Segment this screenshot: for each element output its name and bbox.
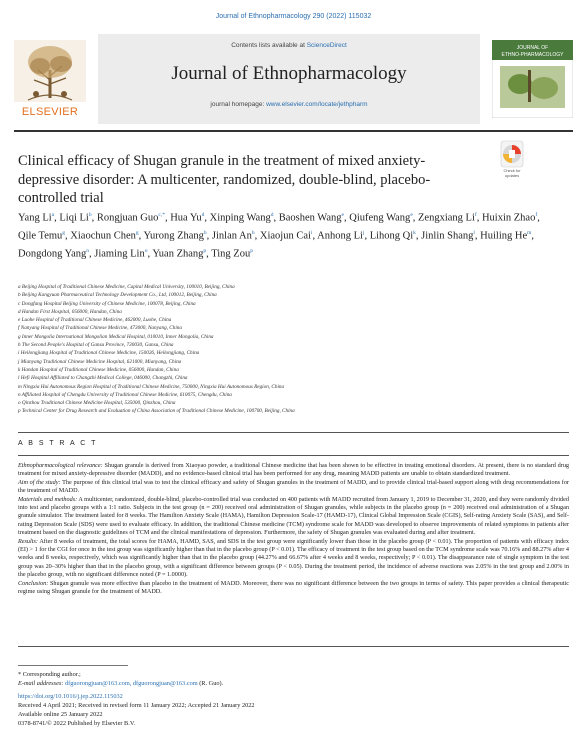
author-affiliation-marker[interactable]: j [362, 230, 365, 236]
author-affiliation-marker[interactable]: k [413, 230, 416, 236]
elsevier-tree-icon [14, 40, 86, 102]
affiliation-item: d Handan First Hospital, 056000, Handan, China [18, 308, 122, 315]
affiliation-item: c Dongfang Hospital Beijing University of Chinese Medicine, 100078, Beijing, China [18, 300, 196, 307]
affiliation-item: i Heilongjiang Hospital of Traditional Chinese Medicine, 150026, Heilongjiang, China [18, 350, 200, 357]
abstract-section-label: Materials and methods: [18, 495, 78, 503]
crossmark-icon [497, 140, 527, 180]
affiliation-item: k Handan Hospital of Traditional Chinese Medicine, 056000, Handan, China [18, 366, 179, 373]
received-dates: Received 4 April 2021; Received in revised form 11 January 2022; Accepted 21 January 2022 [18, 702, 255, 709]
author-separator: , [415, 230, 422, 242]
elsevier-wordmark: ELSEVIER [21, 106, 79, 118]
author-separator: , [312, 230, 318, 242]
abstract-section-label: Conclusion: [18, 579, 49, 587]
journal-cover-icon [492, 40, 573, 118]
abstract-heading-rule [18, 455, 569, 456]
author-name[interactable]: Anhong Li [317, 230, 363, 242]
affiliation-item: a Beijing Hospital of Traditional Chinese Medicine, Capital Medical University, 100010, Beijing, China [18, 284, 235, 290]
author-separator: , [206, 230, 212, 242]
elsevier-logo[interactable] [14, 40, 86, 118]
homepage-prefix: journal homepage: [210, 101, 267, 108]
doi-link[interactable]: https://doi.org/10.1016/j.jep.2022.115032 [18, 693, 123, 700]
author-affiliation-marker[interactable]: e [341, 212, 344, 218]
author-affiliation-marker[interactable]: m [527, 230, 532, 236]
journal-masthead [98, 34, 480, 124]
author-separator: , [206, 248, 212, 260]
affiliation-item: g Inner Mongolia International Mongolian Medical Hospital, 010010, Inner Mongolia, China [18, 333, 214, 340]
author-name[interactable]: Rongjuan Guo [96, 212, 159, 224]
author-separator: , [54, 212, 60, 224]
abstract-section-text: The purpose of this clinical trial was to test the clinical efficacy and safety of Shugan granules in the treatment of MADD, and to provide clinical trial-based support along with drug recommendations for the treatment of MADD. [18, 478, 569, 495]
author-name[interactable]: Xiaochun Chen [70, 230, 136, 242]
author-affiliation-marker[interactable]: a [51, 212, 55, 218]
author-affiliation-marker[interactable]: i [310, 230, 313, 236]
email-line [18, 679, 569, 688]
svg-text:updates: updates [504, 173, 520, 178]
abstract-top-rule [18, 432, 569, 433]
affiliation-item: j Mianyang Traditional Chinese Medicine Hospital, 621000, Mianyang, China [18, 358, 182, 365]
author-name[interactable]: Baoshen Wang [278, 212, 342, 224]
author-name[interactable]: Huixin Zhao [481, 212, 536, 224]
author-name[interactable]: Xiaojun Cai [259, 230, 311, 242]
author-affiliation-marker[interactable]: p [203, 248, 207, 254]
author-name[interactable]: Yuan Zhang [152, 248, 204, 260]
author-name[interactable]: Huiling He [480, 230, 528, 242]
author-separator: , [474, 230, 481, 242]
author-separator: , [164, 212, 171, 224]
author-affiliation-marker[interactable]: g [62, 230, 66, 236]
author-name[interactable]: Jinlin Shang [421, 230, 474, 242]
corresponding-author-note: * Corresponding author.; [18, 671, 81, 678]
author-separator: , [476, 212, 482, 224]
author-name[interactable]: Liqi Li [59, 212, 89, 224]
author-name[interactable]: Yurong Zhang [143, 230, 204, 242]
author-separator: , [273, 212, 279, 224]
journal-reference-link[interactable]: Journal of Ethnopharmacology 290 (2022) 115032 [215, 13, 372, 20]
author-separator: , [91, 212, 97, 224]
affiliation-item: b Beijing Kangyuan Pharmaceutical Technology Development Co., Ltd, 100012, Beijing, China [18, 292, 217, 299]
abstract-section-text: Shugan granule was more effective than placebo in the treatment of MADD. Moreover, there was no significant difference between the two groups in terms of safety. This paper provides a clinical therapeutic regime using Shugan granule for the treatment of MADD. [18, 579, 569, 596]
contents-prefix: Contents lists available at [231, 42, 307, 49]
author-separator: , [138, 230, 144, 242]
author-affiliation-marker[interactable]: p [250, 248, 253, 254]
author-affiliation-marker[interactable]: b [88, 212, 92, 218]
author-affiliation-marker[interactable]: l [473, 230, 475, 236]
author-separator: , [537, 212, 540, 224]
author-separator: , [343, 212, 350, 224]
author-separator: , [147, 248, 153, 260]
author-separator: , [204, 212, 210, 224]
author-name[interactable]: Ting Zou [211, 248, 251, 260]
affiliation-item: m Ningxia Hui Autonomous Region Hospital of Traditional Chinese Medicine, 750000, Ningxia Hui Autonomous Region, China [18, 383, 285, 390]
email-suffix: (R. Guo). [197, 680, 224, 687]
author-name[interactable]: Dongdong Yang [18, 248, 87, 260]
article-title: Clinical efficacy of Shugan granule in the treatment of mixed anxiety-depressive disorder: A multicenter, randomized, double-blind, placebo-controlled trial [18, 153, 431, 206]
available-online-date: Available online 25 January 2022 [18, 711, 103, 718]
author-affiliation-marker[interactable]: d [201, 212, 205, 218]
author-name[interactable]: Yang Li [18, 212, 52, 224]
check-for-updates-badge[interactable] [497, 140, 527, 180]
author-affiliation-marker[interactable]: h [251, 230, 255, 236]
journal-cover-image [492, 40, 573, 118]
abstract-paragraph [18, 462, 569, 479]
abstract-section-label: Aim of the study: [18, 478, 61, 486]
abstract-bottom-rule [18, 646, 569, 647]
author-separator: , [412, 212, 419, 224]
sciencedirect-link[interactable]: ScienceDirect [306, 42, 347, 49]
affiliation-item: n Affiliated Hospital of Chengdu University of Traditional Chinese Medicine, 610075, Chengdu, China [18, 391, 232, 398]
author-affiliation-marker[interactable]: o [144, 248, 148, 254]
author-affiliation-marker[interactable]: c,* [158, 212, 165, 218]
author-list [18, 208, 558, 262]
abstract-section-text: A multicenter, randomized, double-blind, placebo-controlled trial was conducted on 400 patients with MADD recruited from January 1, 2019 to December 31, 2020, and they were randomly divided into test and placebo groups with a 1:1 ratio. Subjects in the test group (n = 200) received oral administration of Shugan granules, while subjects in the placebo group (n = 200) received oral administration of a Shugan granule simulator. The treatment lasted for 8 weeks. The Hamilton Anxiety Scale (HAMA), Hamilton Depression Scale-17 (HAMD-17), Clinical Global Impression Scale (CGIS), Self-rating Anxiety Scale (SAS), and Self-rating Depression Scale (SDS) were used to evaluate efficacy. In addition, the traditional Chinese medicine (TCM) syndrome scale for MADD was developed to observe improvements of related symptoms in patients after treatment based on the diagnostic guidelines of TCM and the clinical manifestations of depression. Furthermore, the safety of Shugan granules was evaluated during and after treatment. [18, 495, 569, 537]
contents-line [98, 42, 480, 49]
footnotes [18, 670, 569, 728]
abstract-paragraph [18, 580, 569, 597]
author-separator: , [364, 230, 370, 242]
author-affiliation-marker[interactable]: g [135, 230, 139, 236]
author-name[interactable]: Zengxiang Li [418, 212, 475, 224]
author-separator: , [254, 230, 260, 242]
affiliations-list [18, 283, 568, 416]
abstract-heading: A B S T R A C T [18, 440, 98, 447]
svg-text:Check for: Check for [503, 168, 521, 173]
abstract-body [18, 462, 569, 597]
author-separator: , [531, 230, 535, 242]
author-affiliation-marker[interactable]: f [535, 212, 538, 218]
author-affiliation-marker[interactable]: d [270, 212, 274, 218]
author-name[interactable]: Qile Temu [18, 230, 63, 242]
author-affiliation-marker[interactable]: e [410, 212, 413, 218]
homepage-line [98, 101, 480, 108]
abstract-section-text: Shugan granule is derived from Xiaoyao powder, a traditional Chinese medicine that has been shown to be effective in treating emotional disorders. At present, there is no standard drug treatment for mixed anxiety-depressive disorder (MADD), and no evidence-based clinical trial has been performed for any drug, meaning MADD patients are unable to obtain standardized treatment. [18, 462, 570, 478]
header-divider [14, 130, 573, 132]
author-separator: , [89, 248, 95, 260]
author-affiliation-marker[interactable]: f [474, 212, 477, 218]
svg-text:ETHNO-PHARMACOLOGY: ETHNO-PHARMACOLOGY [501, 52, 564, 58]
abstract-paragraph [18, 496, 569, 538]
author-separator: , [65, 230, 71, 242]
journal-title: Journal of Ethnopharmacology [171, 63, 407, 84]
svg-text:JOURNAL OF: JOURNAL OF [516, 45, 549, 51]
email-addresses-link[interactable]: dfguorongjuan@163.com, dfguorongjuan@163.com [65, 680, 198, 687]
abstract-section-text: After 8 weeks of treatment, the total scores for HAMA, HAMD, SAS, and SDS in the test group were significantly lower than those in the placebo group (P < 0.01). The proportion of patients with efficacy index (EI) > 1 for the CGI for once in the test group was significantly higher than that in the placebo group (P < 0.01). The efficacy of treatment in the test group based on the TCM syndrome scale was 70.16% and 88.27% after 4 weeks and 8 weeks, respectively, which was significantly higher than that in the placebo group (44.27% and 66.67% after 4 weeks and 8 weeks, respectively; P < 0.01). The disappearance rate of single symptom in the test group was 20–30% higher than that in the placebo group, with a significant difference between groups (P < 0.05). During the treatment period, the incidence of adverse reactions was 2.05% in the test group and 2.00% in the placebo group, with no significant difference noted (P = 1.0000). [18, 537, 569, 579]
abstract-paragraph [18, 479, 569, 496]
author-name[interactable]: Qiufeng Wang [349, 212, 411, 224]
affiliation-item: f Nanyang Hospital of Traditional Chinese Medicine, 473000, Nanyang, China [18, 325, 182, 332]
author-name[interactable]: Hua Yu [170, 212, 202, 224]
affiliation-item: o Qinzhou Traditional Chinese Medicine Hospital, 535000, Qinzhou, China [18, 400, 176, 407]
author-affiliation-marker[interactable]: n [86, 248, 90, 254]
author-affiliation-marker[interactable]: h [203, 230, 207, 236]
affiliation-item: l Hefi Hospital Affiliated to Changzhi Medical College, 046000, Changzhi, China [18, 375, 188, 382]
author-name[interactable]: Jiaming Lin [94, 248, 145, 260]
journal-header [14, 34, 573, 124]
email-label: E-mail addresses: [18, 680, 65, 687]
abstract-section-label: Results: [18, 537, 38, 545]
affiliation-item: p Technical Center for Drug Research and Evaluation of China Association of Traditional Chinese Medicine, 100700, Beijing, China [18, 408, 295, 415]
abstract-section-label: Ethnopharmacological relevance: [18, 462, 103, 469]
affiliation-item: e Luohe Hospital of Traditional Chinese Medicine, 462000, Luohe, China [18, 317, 172, 324]
affiliation-item: h The Second People's Hospital of Gansu Province, 730030, Gansu, China [18, 342, 174, 349]
abstract-paragraph [18, 538, 569, 580]
copyright-line: 0378-8741/© 2022 Published by Elsevier B.V. [18, 720, 136, 727]
journal-homepage-link[interactable]: www.elsevier.com/locate/jethpharm [266, 101, 368, 108]
author-name[interactable]: Xinping Wang [209, 212, 271, 224]
author-name[interactable]: Lihong Qi [369, 230, 414, 242]
footnote-divider [18, 665, 128, 666]
author-name[interactable]: Jinlan An [211, 230, 252, 242]
